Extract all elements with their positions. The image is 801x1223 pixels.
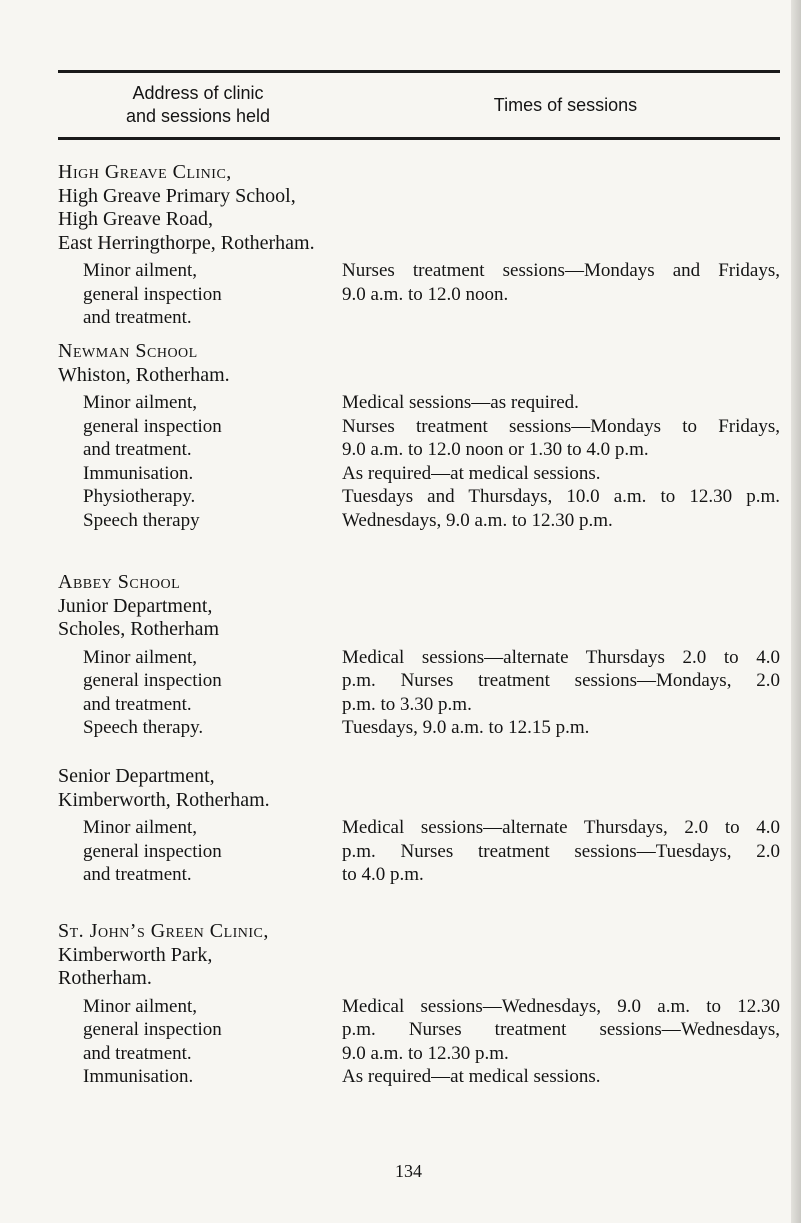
session-times [342,816,780,887]
session-row [58,259,798,330]
address-line: Whiston, Rotherham. [58,363,230,386]
service-line: Immunisation. [83,1066,194,1087]
session-times [342,995,780,1089]
time-line: Nurses treatment sessions—Mondays and Fridays, [342,260,780,281]
time-line: p.m. Nurses treatment sessions—Mondays, 2.0 [342,670,780,691]
service-line: Minor ailment, [83,260,197,281]
service-line: Minor ailment, [83,817,197,838]
time-line: to 4.0 p.m. [342,864,424,885]
session-times [342,259,780,306]
session-times [342,391,780,532]
clinic-name: Newman School [58,340,198,362]
services-list [83,259,328,330]
session-row [58,391,798,532]
time-line: p.m. to 3.30 p.m. [342,693,472,715]
header-address-line-1: Address of clinic [132,83,264,103]
session-times [342,646,780,740]
clinic-name: Abbey School [58,571,181,593]
service-line: Speech therapy. [83,717,204,738]
clinic-name: High Greave Clinic, [58,161,232,183]
service-line: Immunisation. [83,462,194,484]
service-line: Minor ailment, [83,392,197,413]
clinic-address [58,340,798,387]
service-line: and treatment. [83,864,192,885]
address-line: Junior Department, [58,594,213,617]
time-line: 9.0 a.m. to 12.0 noon. [342,283,509,305]
service-line: general inspection [83,1019,222,1040]
service-line: Physiotherapy. [83,486,196,507]
service-line: Minor ailment, [83,646,197,668]
service-line: Minor ailment, [83,995,197,1017]
time-line: Medical sessions—as required. [342,392,579,413]
clinic-address [58,571,798,642]
address-line: High Greave Primary School, [58,184,296,207]
header-times-label: Times of sessions [493,94,638,115]
time-line: 9.0 a.m. to 12.30 p.m. [342,1042,509,1064]
clinic-name: St. John’s Green Clinic, [58,920,269,942]
services-list [83,995,328,1089]
session-row [58,816,798,887]
clinic-address [58,161,798,255]
header-address-column [118,73,278,137]
address-line: Rotherham. [58,967,152,989]
service-line: and treatment. [83,1042,192,1064]
time-line: 9.0 a.m. to 12.0 noon or 1.30 to 4.0 p.m. [342,439,649,460]
address-line: Scholes, Rotherham [58,618,220,640]
address-line: Kimberworth Park, [58,943,213,966]
time-line: p.m. Nurses treatment sessions—Wednesdays, [342,1019,780,1040]
session-row [58,646,798,740]
time-line: Nurses treatment sessions—Mondays to Fridays, [342,415,780,437]
clinic-newman-school [58,340,798,532]
service-line: general inspection [83,840,222,862]
time-line: Wednesdays, 9.0 a.m. to 12.30 p.m. [342,509,613,531]
page-number: 134 [395,1161,422,1181]
service-line: general inspection [83,415,222,437]
clinic-address [58,765,798,812]
service-line: and treatment. [83,439,192,460]
clinic-abbey-junior [58,571,798,740]
time-line: p.m. Nurses treatment sessions—Tuesdays, 2.0 [342,840,780,862]
service-line: and treatment. [83,307,192,328]
time-line: Medical sessions—Wednesdays, 9.0 a.m. to 12.30 [342,995,780,1017]
service-line: general inspection [83,283,222,305]
time-line: Medical sessions—alternate Thursdays, 2.0 to 4.0 [342,817,780,838]
time-line: Tuesdays, 9.0 a.m. to 12.15 p.m. [342,717,590,738]
time-line: As required—at medical sessions. [342,462,601,484]
clinic-st-johns-green [58,920,798,1089]
address-line: High Greave Road, [58,208,213,230]
clinic-name: Senior Department, [58,765,215,787]
clinic-high-greave [58,161,798,330]
table-header [58,70,780,140]
services-list [83,391,328,532]
service-line: and treatment. [83,693,192,715]
time-line: As required—at medical sessions. [342,1066,601,1087]
session-row [58,995,798,1089]
service-line: general inspection [83,670,222,691]
services-list [83,816,328,887]
time-line: Tuesdays and Thursdays, 10.0 a.m. to 12.30 p.m. [342,486,780,507]
service-line: Speech therapy [83,509,200,531]
clinic-abbey-senior [58,765,798,887]
address-line: East Herringthorpe, Rotherham. [58,231,315,254]
time-line: Medical sessions—alternate Thursdays 2.0 to 4.0 [342,646,780,668]
header-times-column [478,73,653,137]
address-line: Kimberworth, Rotherham. [58,788,270,811]
clinic-address [58,920,798,991]
header-address-line-2: and sessions held [125,106,271,126]
services-list [83,646,328,740]
